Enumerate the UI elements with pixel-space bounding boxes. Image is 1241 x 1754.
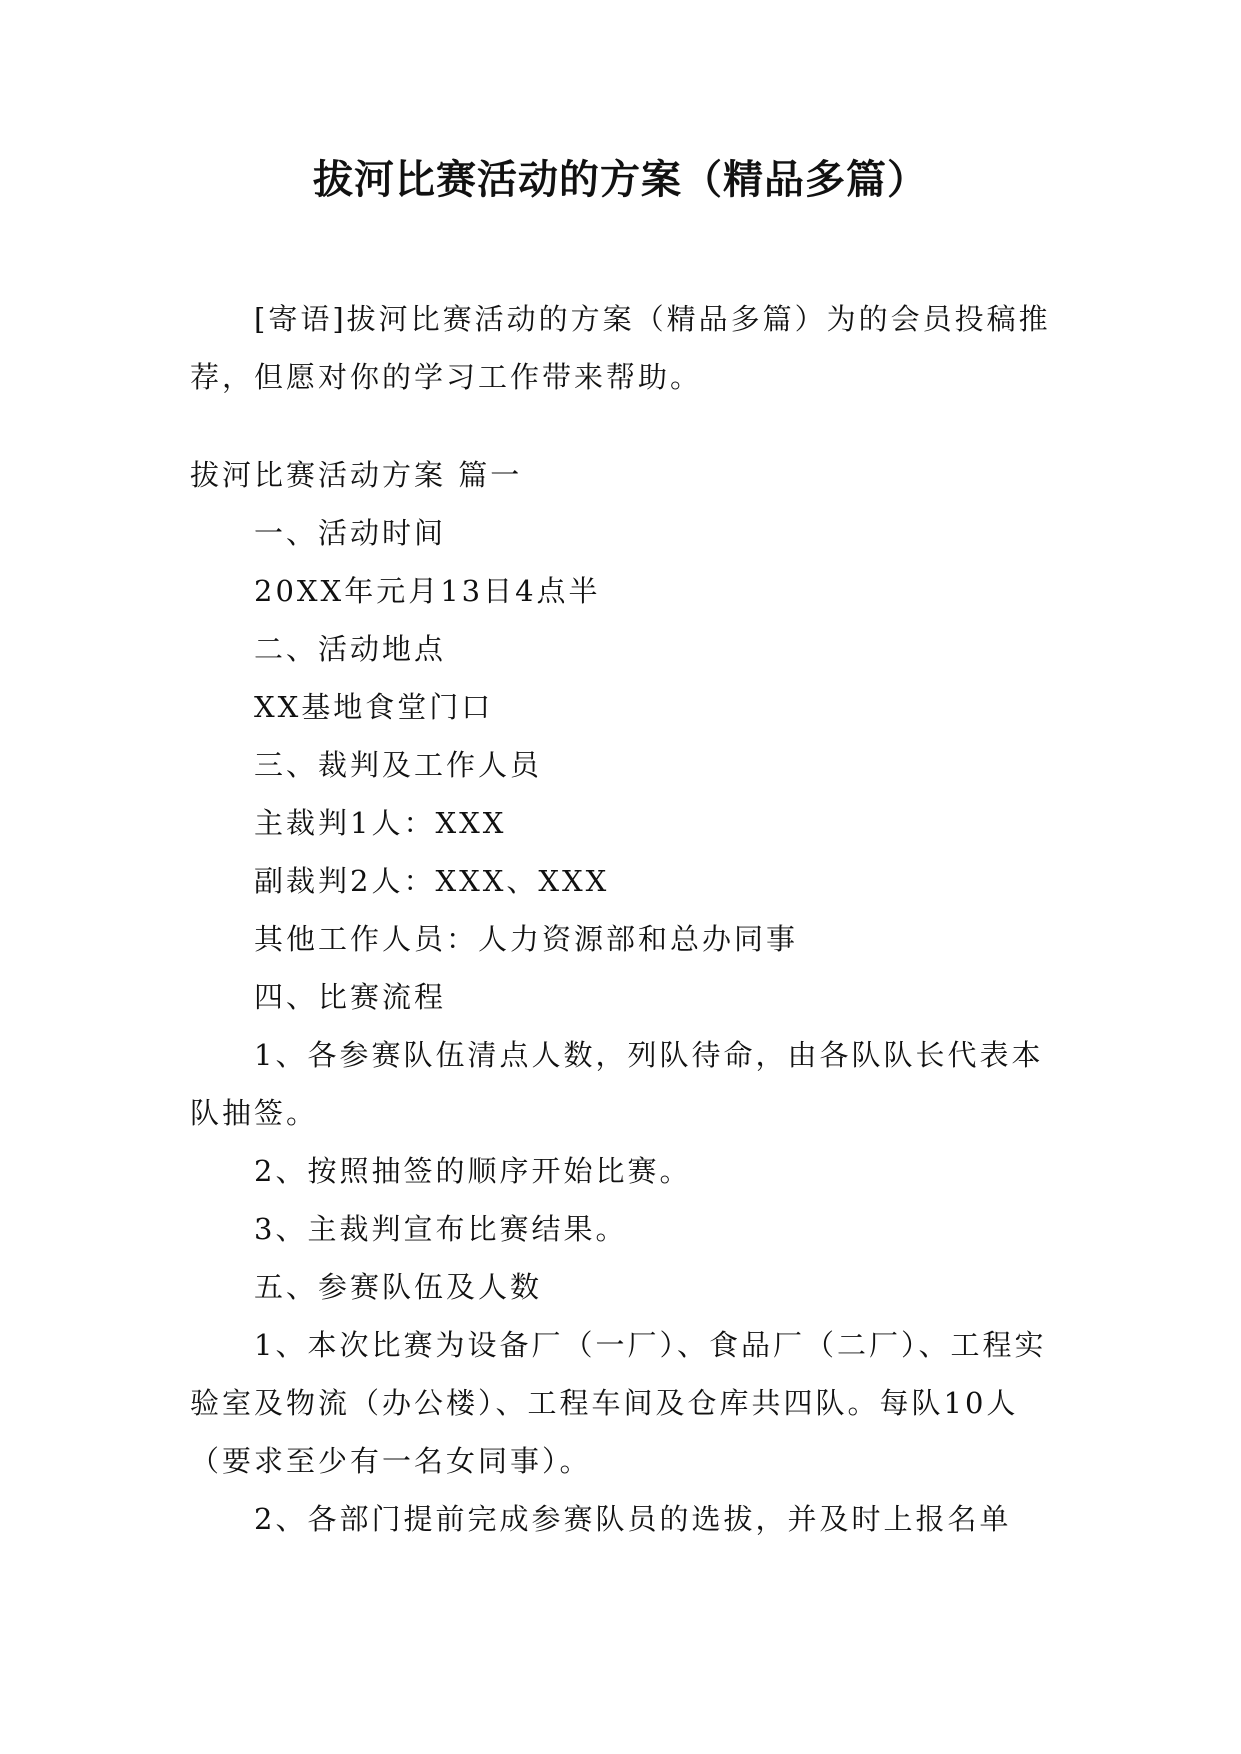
- heading-activity-location: 二、活动地点: [254, 632, 447, 666]
- heading-teams: 五、参赛队伍及人数: [254, 1270, 543, 1304]
- other-staff: 其他工作人员：人力资源部和总办同事: [254, 922, 799, 956]
- activity-time-value: 20XX年元月13日4点半: [254, 574, 601, 608]
- teams-item-1: 1、本次比赛为设备厂（一厂）、食品厂（二厂）、工程实验室及物流（办公楼）、工程车间及仓库共四队。每队10人（要求至少有一名女同事）。: [190, 1328, 1047, 1478]
- section-heading: 拔河比赛活动方案 篇一: [190, 458, 523, 492]
- process-step-2: 2、按照抽签的顺序开始比赛。: [254, 1154, 692, 1188]
- process-step-3: 3、主裁判宣布比赛结果。: [254, 1212, 628, 1246]
- document-body: [190, 290, 1052, 1548]
- teams-item-2: 2、各部门提前完成参赛队员的选拔，并及时上报名单: [254, 1502, 1012, 1536]
- heading-referees-staff: 三、裁判及工作人员: [254, 748, 543, 782]
- intro-paragraph: [寄语]拔河比赛活动的方案（精品多篇）为的会员投稿推荐，但愿对你的学习工作带来帮助。: [190, 302, 1051, 394]
- activity-location-value: XX基地食堂门口: [254, 690, 494, 724]
- document-title: 拔河比赛活动的方案（精品多篇）: [313, 157, 928, 203]
- chief-referee: 主裁判1人：XXX: [254, 806, 507, 840]
- heading-competition-process: 四、比赛流程: [254, 980, 447, 1014]
- heading-activity-time: 一、活动时间: [254, 516, 447, 550]
- process-step-1: 1、各参赛队伍清点人数，列队待命，由各队队长代表本队抽签。: [190, 1038, 1044, 1130]
- deputy-referees: 副裁判2人：XXX、XXX: [254, 864, 610, 898]
